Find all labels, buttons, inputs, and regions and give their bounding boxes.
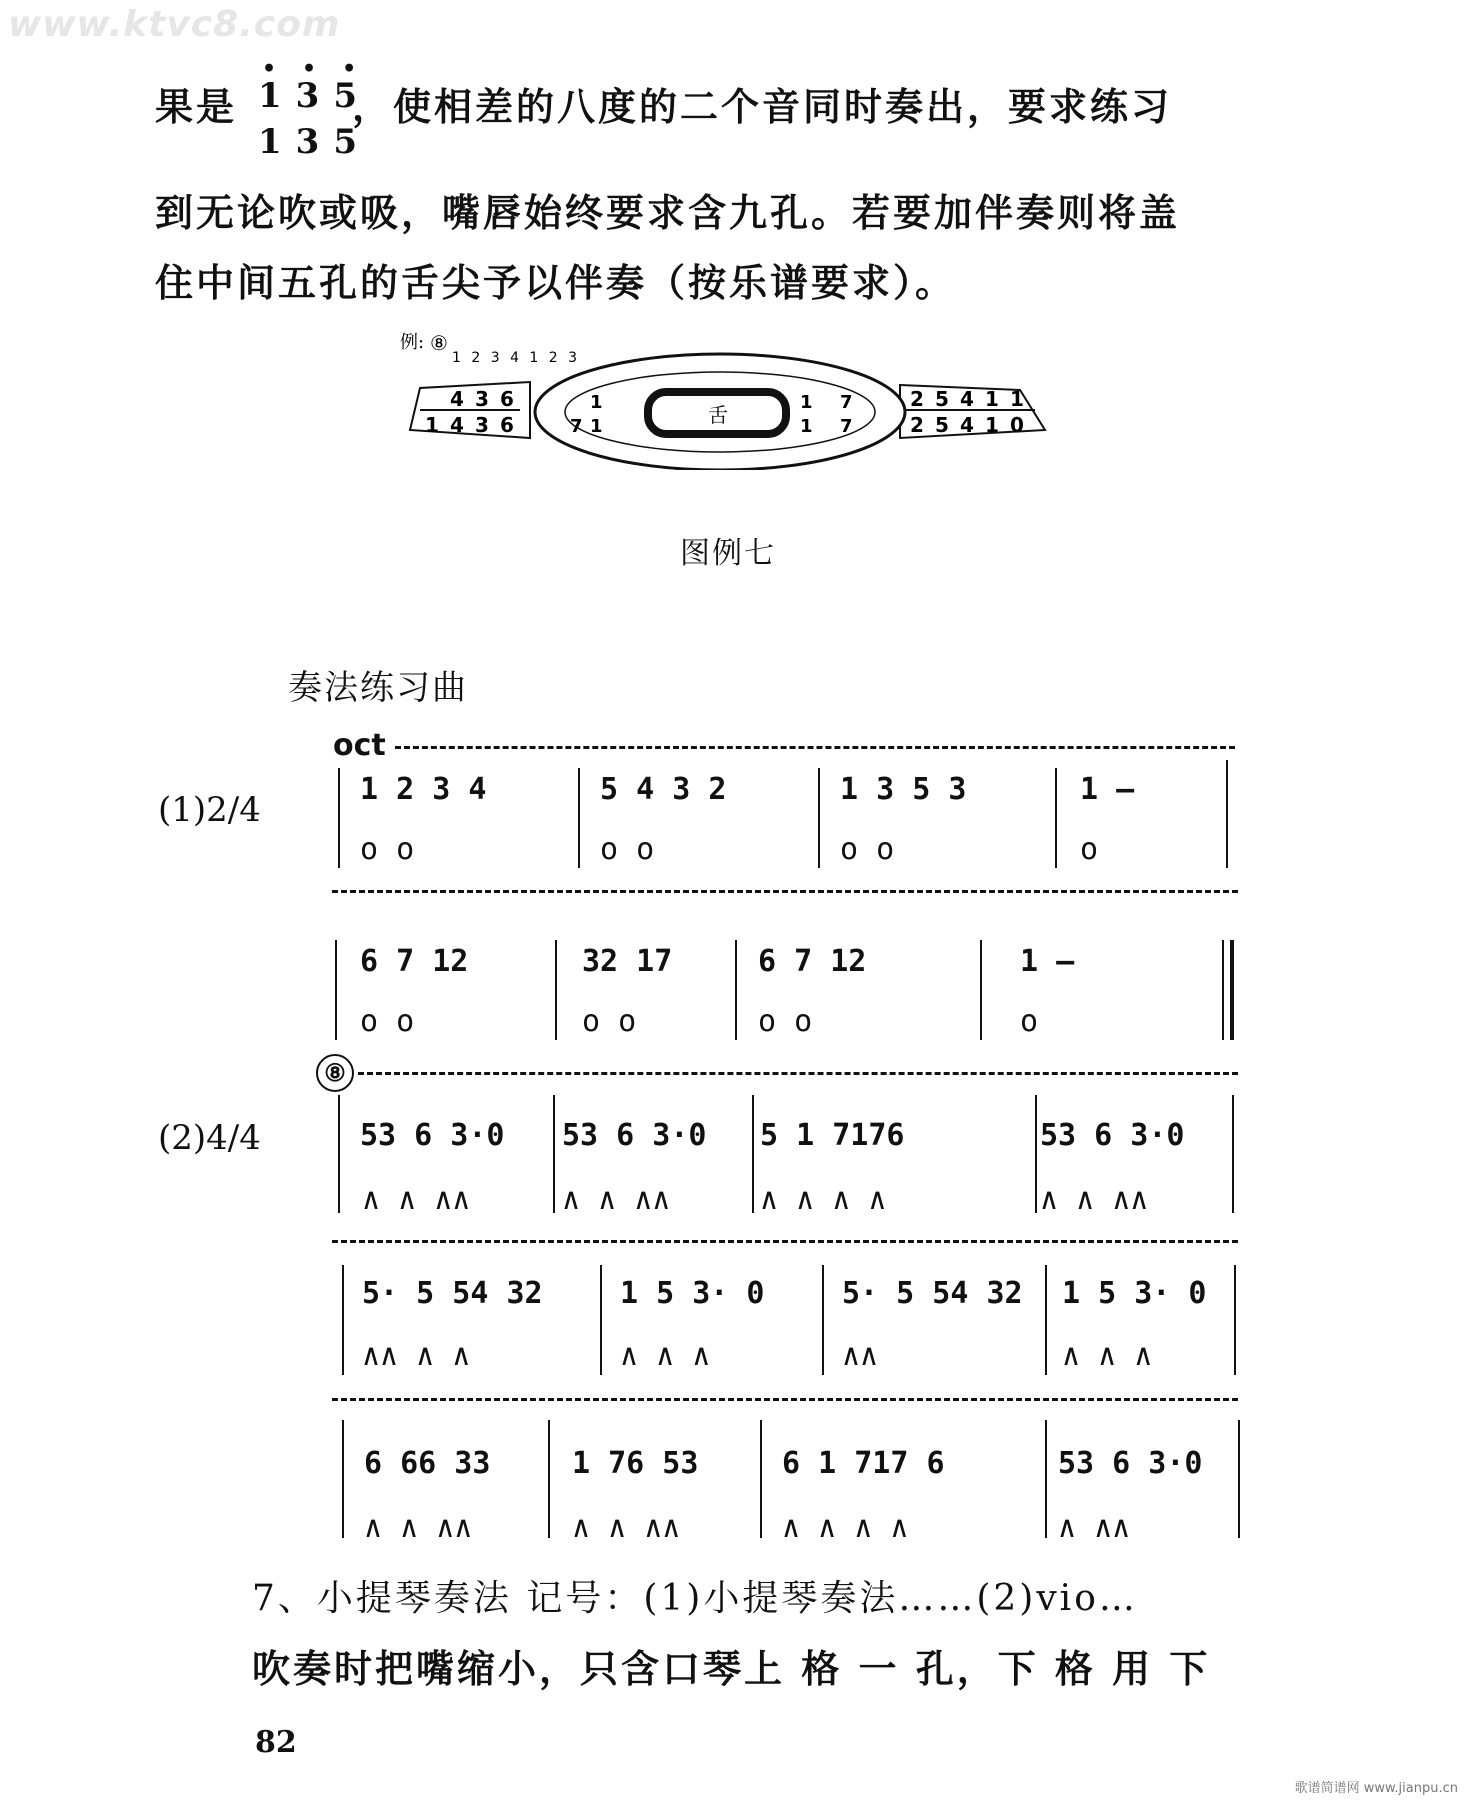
mid-upper-hole: 7 [840,392,853,413]
sys3-measure-marks: ∧ ∧ ∧∧ [562,1182,671,1217]
sys2-measure-notes: 32 17 [582,944,673,979]
barline [335,940,337,1040]
barline [342,1265,344,1375]
sys1-measure-notes: 5 4 3 2 [600,772,727,807]
right-lower-hole: 0 [1010,413,1024,437]
para1-line1-lead: 果是 [155,84,238,129]
barline [1045,1420,1047,1538]
left-upper-hole: 3 [475,387,489,411]
sys4-measure-notes: 5· 5 54 32 [842,1276,1023,1311]
barline [553,1095,555,1213]
barline [1238,1420,1240,1538]
right-upper-hole: 1 [1010,387,1024,411]
octave-circle-mark: ⑧ [316,1054,354,1092]
sys1-measure-marks: o o [840,832,895,867]
sys1-measure-notes: 1 2 3 4 [360,772,487,807]
exercise-title: 奏法练习曲 [288,668,468,708]
sys4-measure-marks: ∧ ∧ ∧ [1062,1338,1153,1373]
sys3-measure-notes: 53 6 3·0 [360,1118,505,1153]
sys1-measure-notes: 1 3 5 3 [840,772,967,807]
left-lower-hole: 4 [450,413,464,437]
sys1-measure-marks: o [1080,832,1099,867]
barline [980,940,982,1040]
para1-lower-notes: 135 [258,122,371,162]
sys1-measure-marks: o o [600,832,655,867]
oct-label: oct [333,728,386,763]
sys5-measure-marks: ∧ ∧ ∧∧ [572,1510,681,1545]
left-lower-hole: 6 [500,413,514,437]
sys2-measure-marks: o o [582,1004,637,1039]
sys5-measure-notes: 53 6 3·0 [1058,1446,1203,1481]
oct-dashed-line [332,890,1238,893]
barline [1230,940,1234,1040]
sys1-measure-notes: 1 — [1080,772,1135,807]
barline [600,1265,602,1375]
sys3-measure-notes: 5 1 7176 [760,1118,905,1153]
barline [555,940,557,1040]
para1-line3: 住中间五孔的舌尖予以伴奏（按乐谱要求）。 [155,260,957,305]
watermark-top: www.ktvc8.com [8,4,341,45]
page-number: 82 [255,1725,297,1760]
figure-caption: 图例七 [680,536,776,571]
sys3-measure-notes: 53 6 3·0 [1040,1118,1185,1153]
barline [1222,940,1224,1040]
para1-line2: 到无论吹或吸，嘴唇始终要求含九孔。若要加伴奏则将盖 [155,190,1181,235]
sys3-measure-marks: ∧ ∧ ∧∧ [362,1182,471,1217]
right-upper-hole: 4 [960,387,974,411]
barline [1226,760,1228,868]
right-lower-hole: 1 [985,413,999,437]
barline [338,1095,340,1213]
right-lower-hole: 5 [935,413,949,437]
sys3-measure-notes: 53 6 3·0 [562,1118,707,1153]
oct-dashed-line [332,1398,1238,1401]
sys2-measure-marks: o [1020,1004,1039,1039]
left-upper-hole: 4 [450,387,464,411]
sys4-measure-marks: ∧∧ [842,1338,879,1373]
example-label: 例: [400,332,425,353]
mid-lower-hole: 7 [840,416,853,437]
sys2-measure-marks: o o [360,1004,415,1039]
mid-lower-hole: 1 [800,416,813,437]
barline [338,768,340,868]
sys4-measure-notes: 1 5 3· 0 [620,1276,765,1311]
sys3-measure-marks: ∧ ∧ ∧∧ [1040,1182,1149,1217]
sys4-measure-marks: ∧ ∧ ∧ [620,1338,711,1373]
example-mark: ⑧ [430,331,448,355]
barline [822,1265,824,1375]
sys4-measure-marks: ∧∧ ∧ ∧ [362,1338,471,1373]
barline [1234,1265,1236,1375]
section7-heading: 7、小提琴奏法 记号：(1)小提琴奏法……(2)vio… [252,1578,1138,1619]
mid-upper-hole: 1 [800,392,813,413]
tongue-label: 舌 [708,403,728,427]
right-upper-hole: 1 [985,387,999,411]
sys5-measure-marks: ∧ ∧ ∧∧ [364,1510,473,1545]
barline [818,768,820,868]
barline [1055,768,1057,868]
right-lower-hole: 2 [910,413,924,437]
sys2-measure-marks: o o [758,1004,813,1039]
left-lower-hole: 1 [425,413,439,437]
para1-upper-notes: 135 [258,76,371,116]
barline [548,1420,550,1538]
para1-line1-rest: ，使相差的八度的二个音同时奏出，要求练习 [352,84,1173,129]
sys4-measure-notes: 5· 5 54 32 [362,1276,543,1311]
oct-dashed-line [358,1072,1238,1075]
barline [342,1420,344,1538]
barline [578,768,580,868]
sys5-measure-marks: ∧ ∧∧ [1058,1510,1131,1545]
left-upper-hole: 6 [500,387,514,411]
harmonica-figure [400,330,1070,470]
left-lower-hole: 3 [475,413,489,437]
piece1-label: (1)2/4 [158,790,261,830]
mid-upper-hole: 1 [590,392,603,413]
barline [1045,1265,1047,1375]
oct-dashed-line [395,746,1235,749]
sys5-measure-marks: ∧ ∧ ∧ ∧ [782,1510,909,1545]
right-upper-hole: 2 [910,387,924,411]
sys3-measure-marks: ∧ ∧ ∧ ∧ [760,1182,887,1217]
para2-line2: 吹奏时把嘴缩小，只含口琴上 格 一 孔，下 格 用 下 [252,1646,1211,1691]
barline [1035,1095,1037,1213]
sys4-measure-notes: 1 5 3· 0 [1062,1276,1207,1311]
barline [735,940,737,1040]
harmonica-drawing [400,330,1070,470]
piece2-label: (2)4/4 [158,1118,261,1158]
right-upper-hole: 5 [935,387,949,411]
sys5-measure-notes: 6 1 717 6 [782,1446,945,1481]
right-lower-hole: 4 [960,413,974,437]
watermark-bottom: 歌谱简谱网 www.jianpu.cn [1294,1781,1458,1796]
barline [1232,1095,1234,1213]
mid-lower-hole: 1 [590,416,603,437]
barline [760,1420,762,1538]
sys2-measure-notes: 6 7 12 [360,944,469,979]
sys2-measure-notes: 6 7 12 [758,944,867,979]
barline [752,1095,754,1213]
oct-dashed-line [332,1240,1238,1243]
sys2-measure-notes: 1 — [1020,944,1075,979]
mid-lower-hole: 7 [570,416,583,437]
para1-upper-dots: ••• [262,56,383,82]
sys1-measure-marks: o o [360,832,415,867]
sys5-measure-notes: 1 76 53 [572,1446,699,1481]
top-numbers: 1 2 3 4 1 2 3 [452,350,581,366]
sys5-measure-notes: 6 66 33 [364,1446,491,1481]
